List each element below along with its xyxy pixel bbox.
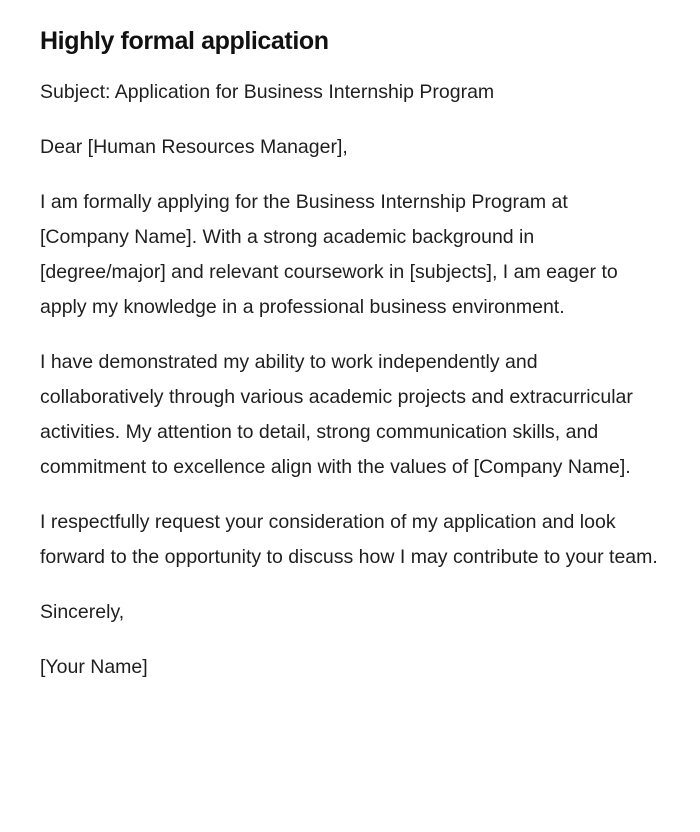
- body-paragraph-1: I am formally applying for the Business Internship Program at [Company Name]. With a strong academic background in [degree/major] and relevant coursework in [subjects], I am eager to apply my knowledge in a professional business environment.: [40, 191, 618, 318]
- closing: Sincerely,: [40, 601, 125, 623]
- body-paragraph-3: I respectfully request your consideration of my application and look forward to the opportunity to discuss how I may contribute to your team.: [40, 511, 658, 568]
- page-title: Highly formal application: [40, 27, 329, 55]
- body-paragraph-2: I have demonstrated my ability to work independently and collaboratively through various academic projects and extracurricular activities. My attention to detail, strong communication skills, and commitment to excellence align with the values of [Company Name].: [40, 351, 633, 478]
- signature: [Your Name]: [40, 656, 148, 678]
- salutation: Dear [Human Resources Manager],: [40, 136, 348, 158]
- subject-line: Subject: Application for Business Internship Program: [40, 81, 495, 103]
